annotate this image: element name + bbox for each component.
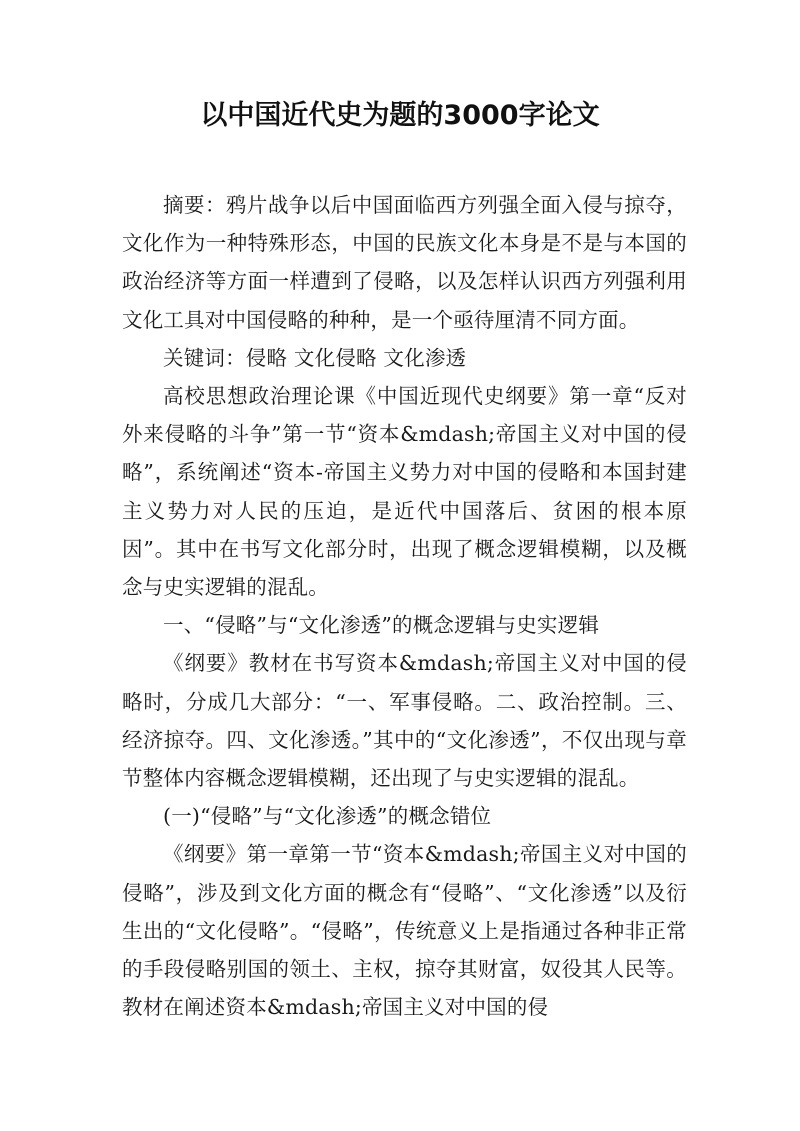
- body-paragraph: 《纲要》第一章第一节“资本&mdash;帝国主义对中国的侵略”，涉及到文化方面的概念有“侵略”、“文化渗透”以及衍生出的“文化侵略”。“侵略”，传统意义上是指通过各种非正常的手段侵略别国的领土、主权，掠夺其财富，奴役其人民等。教材在阐述资本&mdash;帝国主义对中国的侵: [122, 842, 687, 1020]
- section-heading: 一、“侵略”与“文化渗透”的概念逻辑与史实逻辑: [163, 613, 600, 638]
- keywords-paragraph: 关键词：侵略 文化侵略 文化渗透: [163, 345, 467, 370]
- subsection-heading: (一)“侵略”与“文化渗透”的概念错位: [163, 804, 492, 829]
- body-paragraph: 高校思想政治理论课《中国近现代史纲要》第一章“反对外来侵略的斗争”第一节“资本&mdash;帝国主义对中国的侵略”，系统阐述“资本-帝国主义势力对中国的侵略和本国封建主义势力对人民的压迫，是近代中国落后、贫困的根本原因”。其中在书写文化部分时，出现了概念逻辑模糊，以及概念与史实逻辑的混乱。: [122, 384, 687, 600]
- page-title: 以中国近代史为题的3000字论文: [200, 100, 600, 131]
- article-body: [122, 186, 687, 1026]
- body-paragraph: 《纲要》教材在书写资本&mdash;帝国主义对中国的侵略时，分成几大部分：“一、军事侵略。二、政治控制。三、经济掠夺。四、文化渗透。”其中的“文化渗透”，不仅出现与章节整体内容概念逻辑模糊，还出现了与史实逻辑的混乱。: [122, 651, 687, 791]
- abstract-paragraph: 摘要：鸦片战争以后中国面临西方列强全面入侵与掠夺，文化作为一种特殊形态，中国的民族文化本身是不是与本国的政治经济等方面一样遭到了侵略，以及怎样认识西方列强利用文化工具对中国侵略的种种，是一个亟待厘清不同方面。: [122, 193, 687, 332]
